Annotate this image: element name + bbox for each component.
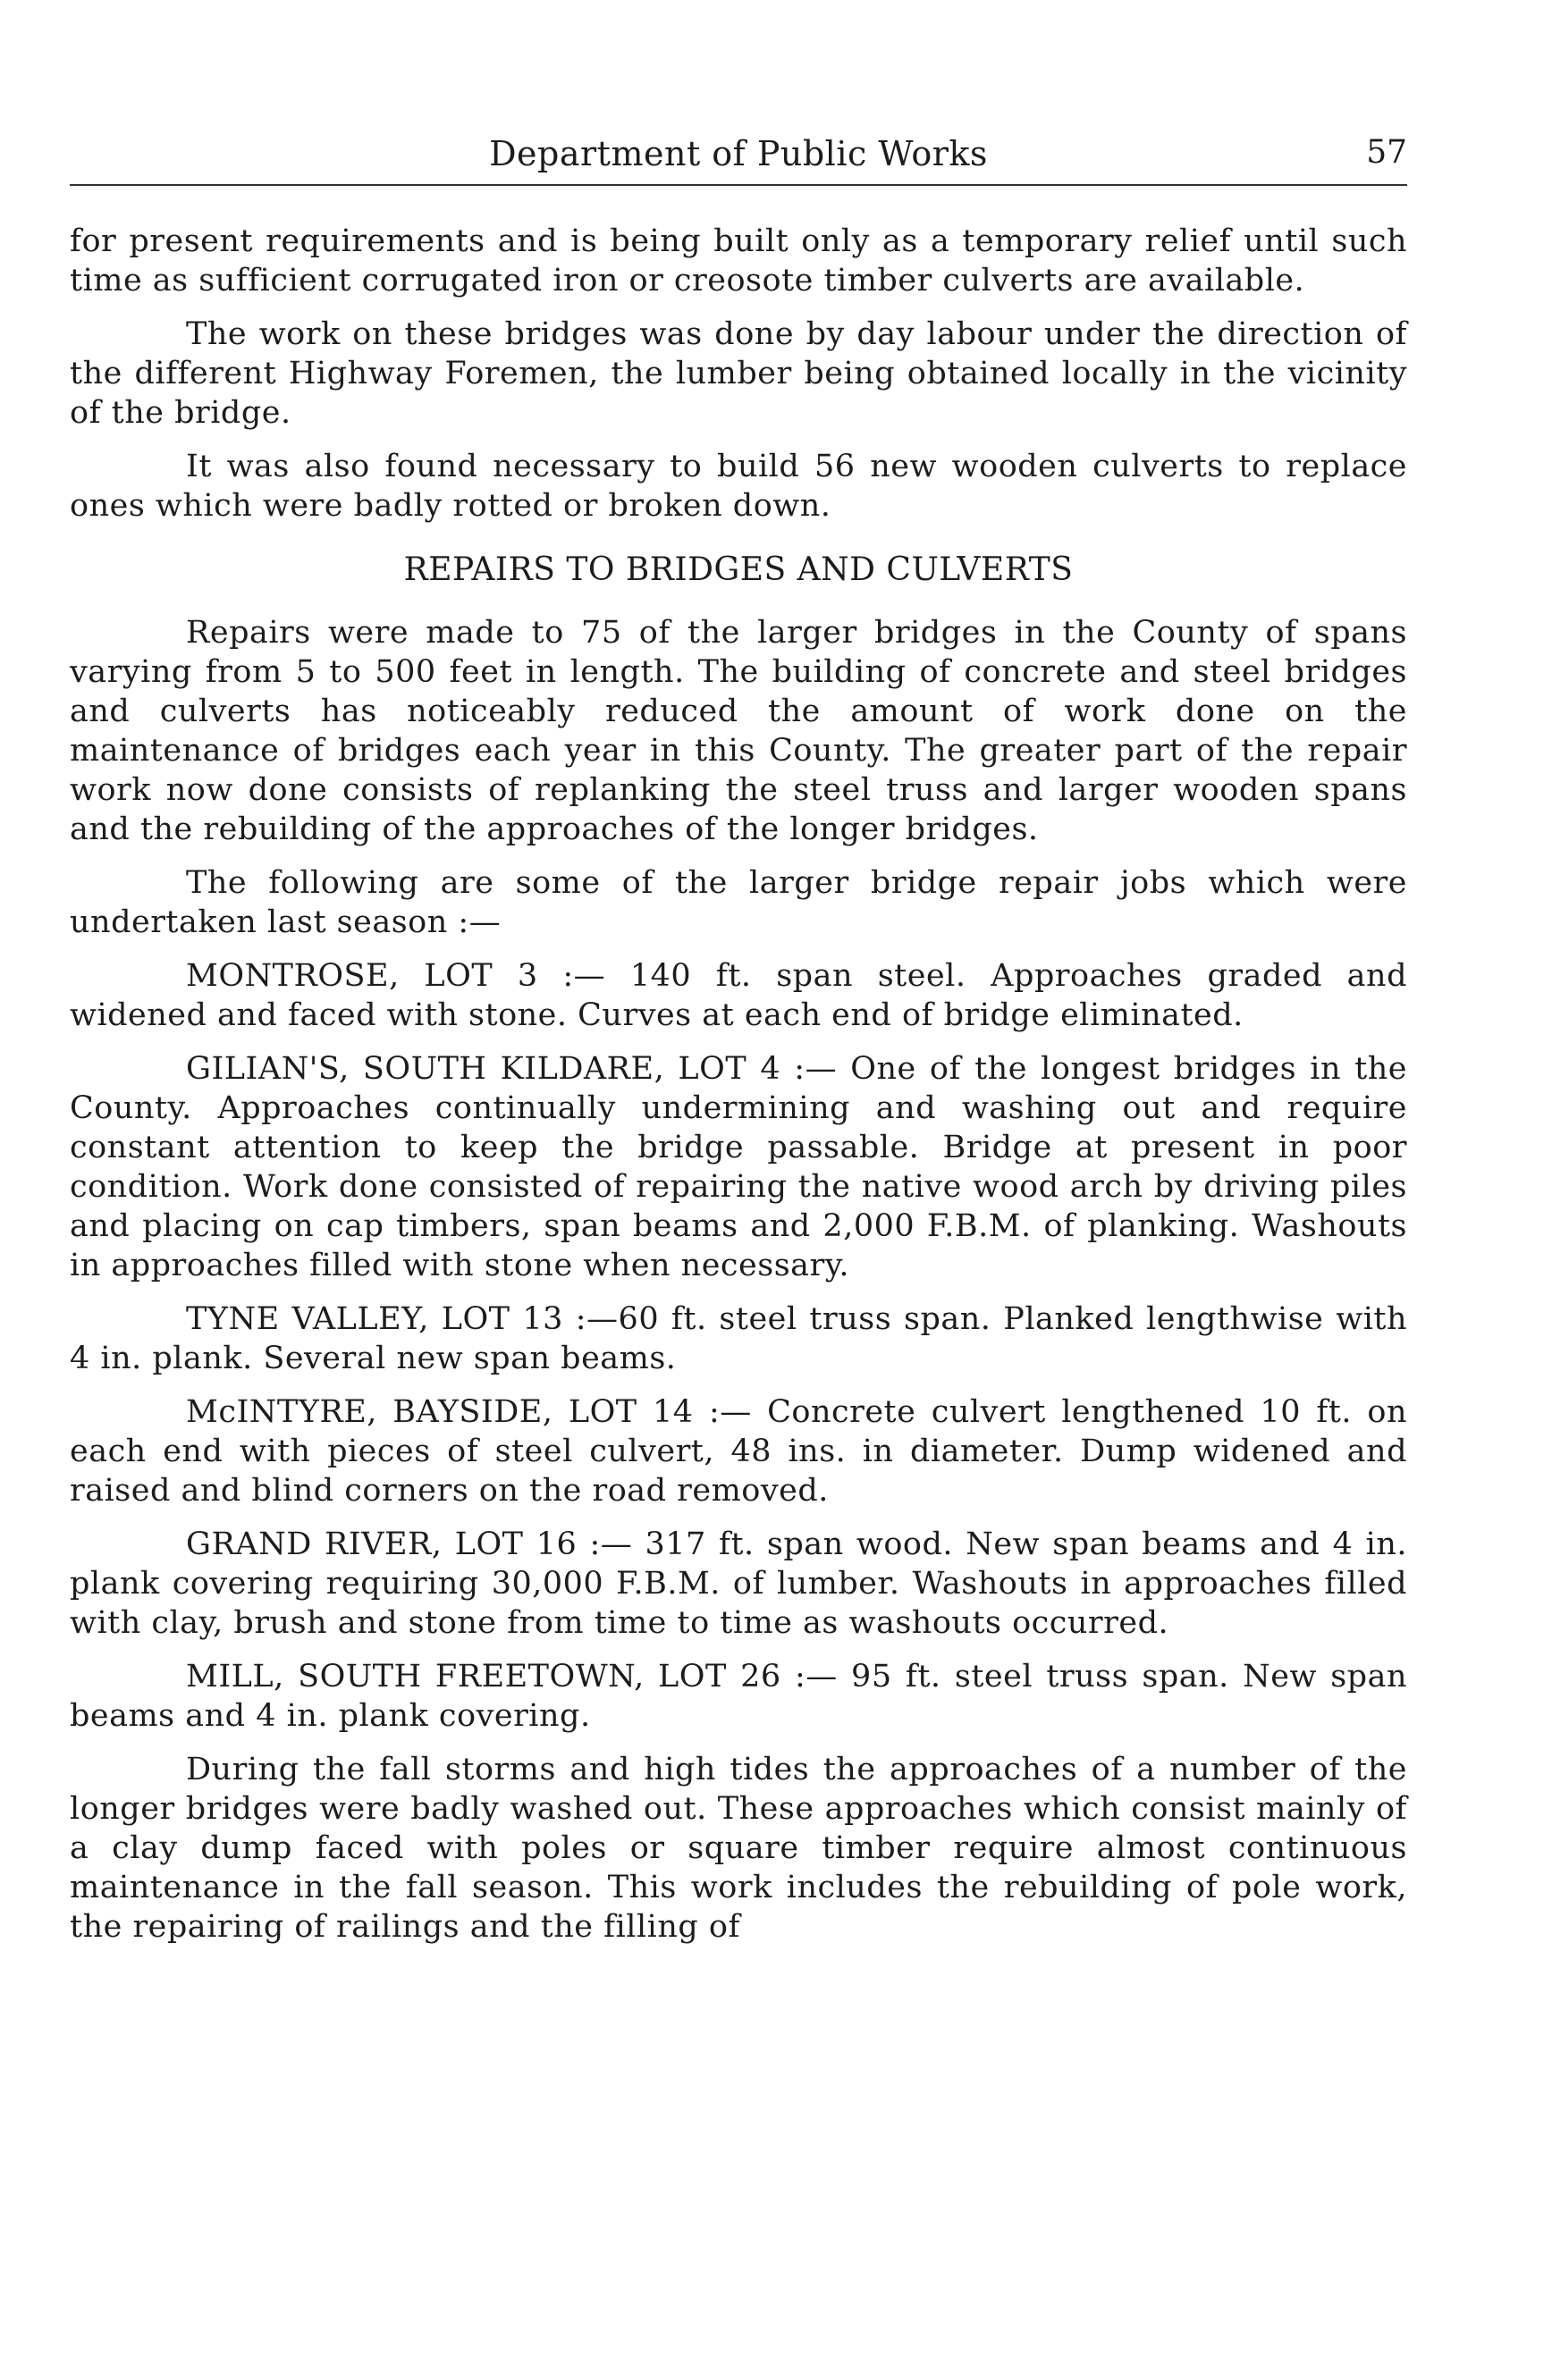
section-heading: REPAIRS TO BRIDGES AND CULVERTS: [403, 551, 1074, 588]
body-text: [70, 222, 1407, 1947]
paragraph-continuation: for present requirements and is being built only as a temporary relief until such time as sufficient corrugated iron or creosote timber culverts are available.: [70, 223, 1407, 299]
paragraph-fall-storms: During the fall storms and high tides the approaches of a number of the longer bridges were badly washed out. These approaches which consist mainly of a clay dump faced with poles or square timber require almost continuous maintenance in the fall season. This work includes the rebuilding of pole work, the repairing of railings and the filling of: [70, 1752, 1407, 1945]
paragraph-wooden-culverts: It was also found necessary to build 56 new wooden culverts to replace ones which were badly rotted or broken down.: [70, 449, 1407, 524]
page-number: 57: [1366, 134, 1407, 171]
paragraph-gilians: GILIAN'S, SOUTH KILDARE, LOT 4 :— One of the longest bridges in the County. Approaches continually undermining and washing out and require constant attention to keep the bridge passable. Bridge at present in poor condition. Work done consisted of repairing the native wood arch by driving piles and placing on cap timbers, span beams and 2,000 F.B.M. of planking. Washouts in approaches filled with stone when necessary.: [70, 1051, 1407, 1283]
running-title: Department of Public Works: [489, 134, 988, 173]
paragraph-repairs-overview: Repairs were made to 75 of the larger bridges in the County of spans varying from 5 to 500 feet in length. The building of concrete and steel bridges and culverts has noticeably reduced the amount of work done on the maintenance of bridges each year in this County. The greater part of the repair work now done consists of replanking the steel truss and larger wooden spans and the rebuilding of the approaches of the longer bridges.: [70, 615, 1407, 847]
paragraph-day-labour: The work on these bridges was done by day labour under the direction of the different Highway Foremen, the lumber being obtained locally in the vicinity of the bridge.: [70, 316, 1407, 431]
paragraph-grand-river: GRAND RIVER, LOT 16 :— 317 ft. span wood. New span beams and 4 in. plank covering requiring 30,000 F.B.M. of lumber. Washouts in approaches filled with clay, brush and stone from time to time as washouts occurred.: [70, 1526, 1407, 1641]
paragraph-repair-jobs-intro: The following are some of the larger bridge repair jobs which were undertaken last season :—: [70, 865, 1407, 940]
paragraph-montrose: MONTROSE, LOT 3 :— 140 ft. span steel. Approaches graded and widened and faced with stone. Curves at each end of bridge eliminated.: [70, 958, 1407, 1033]
page-header: [70, 134, 1407, 186]
paragraph-tyne-valley: TYNE VALLEY, LOT 13 :—60 ft. steel truss span. Planked lengthwise with 4 in. plank. Several new span beams.: [70, 1301, 1407, 1376]
paragraph-mcintyre: McINTYRE, BAYSIDE, LOT 14 :— Concrete culvert lengthened 10 ft. on each end with pieces of steel culvert, 48 ins. in diameter. Dump widened and raised and blind corners on the road removed.: [70, 1394, 1407, 1509]
paragraph-mill-south-freetown: MILL, SOUTH FREETOWN, LOT 26 :— 95 ft. steel truss span. New span beams and 4 in. plank covering.: [70, 1659, 1407, 1734]
document-page: [70, 134, 1407, 1961]
